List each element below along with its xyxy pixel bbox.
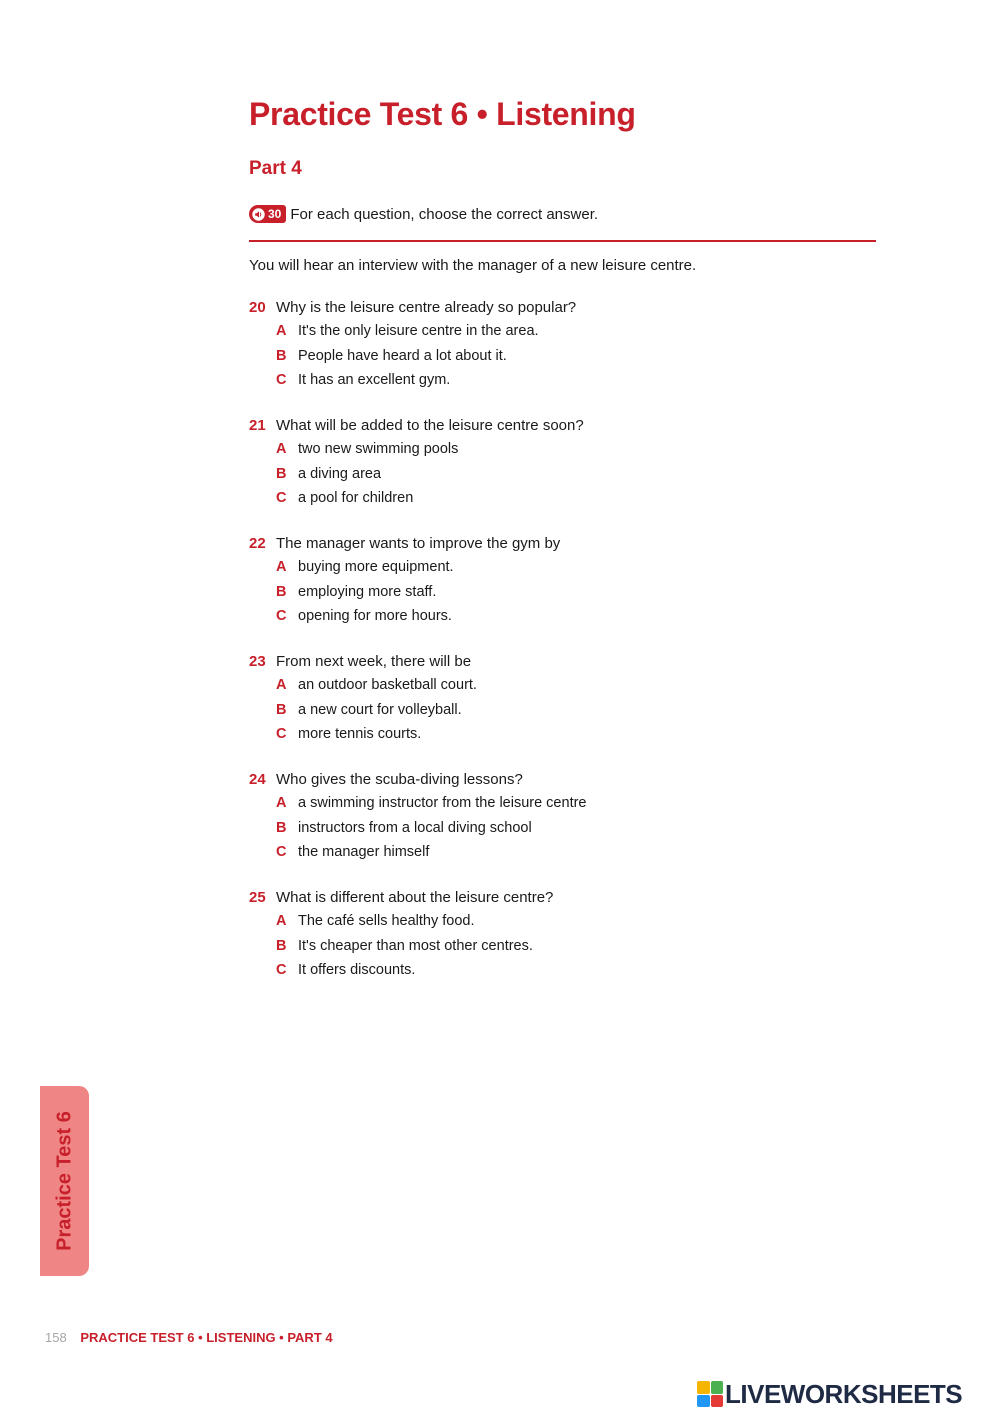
option-b[interactable]	[249, 698, 809, 723]
question-number: 21	[249, 416, 266, 434]
option-letter: C	[276, 726, 287, 743]
option-b[interactable]	[249, 344, 809, 369]
audio-track-badge[interactable]	[249, 205, 286, 223]
question-24	[249, 767, 809, 865]
option-a[interactable]	[249, 555, 809, 580]
option-letter: A	[276, 913, 287, 930]
option-letter: C	[276, 490, 287, 507]
option-a[interactable]	[249, 319, 809, 344]
question-text: From next week, there will be	[276, 652, 472, 670]
option-letter: B	[276, 465, 287, 482]
side-tab	[40, 1086, 89, 1276]
instruction-line	[249, 203, 598, 225]
option-text: It has an excellent gym.	[298, 372, 451, 389]
option-c[interactable]	[249, 722, 809, 747]
watermark-text: LIVEWORKSHEETS	[725, 1378, 963, 1409]
question-25	[249, 885, 809, 983]
option-a[interactable]	[249, 437, 809, 462]
question-text: The manager wants to improve the gym by	[276, 534, 561, 552]
option-letter: C	[276, 962, 287, 979]
liveworksheets-watermark[interactable]	[697, 1378, 962, 1410]
question-number: 22	[249, 534, 266, 552]
option-text: opening for more hours.	[298, 608, 452, 625]
option-text: two new swimming pools	[298, 441, 459, 458]
question-number: 23	[249, 652, 266, 670]
option-text: The café sells healthy food.	[298, 913, 475, 930]
page-footer	[45, 1330, 333, 1345]
option-text: It offers discounts.	[298, 962, 416, 979]
option-c[interactable]	[249, 486, 809, 511]
question-number: 20	[249, 298, 266, 316]
question-20	[249, 295, 809, 393]
divider-rule	[249, 240, 876, 242]
liveworksheets-logo-icon	[697, 1381, 723, 1407]
option-text: It's cheaper than most other centres.	[298, 937, 533, 954]
option-text: a diving area	[298, 465, 382, 482]
option-text: more tennis courts.	[298, 726, 422, 743]
option-letter: A	[276, 441, 287, 458]
option-letter: B	[276, 701, 287, 718]
question-text: What will be added to the leisure centre soon?	[276, 416, 584, 434]
question-text: Why is the leisure centre already so popular?	[276, 298, 577, 316]
option-text: It's the only leisure centre in the area.	[298, 323, 539, 340]
question-21	[249, 413, 809, 511]
option-b[interactable]	[249, 934, 809, 959]
option-text: a swimming instructor from the leisure centre	[298, 795, 587, 812]
option-b[interactable]	[249, 580, 809, 605]
speaker-icon	[252, 208, 265, 221]
option-letter: B	[276, 583, 287, 600]
option-b[interactable]	[249, 816, 809, 841]
track-number: 30	[268, 207, 282, 221]
option-text: buying more equipment.	[298, 559, 454, 576]
question-23	[249, 649, 809, 747]
option-a[interactable]	[249, 909, 809, 934]
option-letter: A	[276, 795, 287, 812]
option-b[interactable]	[249, 462, 809, 487]
option-letter: A	[276, 677, 287, 694]
option-letter: A	[276, 559, 287, 576]
footer-text: PRACTICE TEST 6 • LISTENING • PART 4	[80, 1330, 333, 1345]
option-text: the manager himself	[298, 844, 430, 861]
part-heading: Part 4	[249, 158, 302, 179]
option-letter: C	[276, 608, 287, 625]
instruction-text: For each question, choose the correct answer.	[290, 205, 599, 223]
option-letter: C	[276, 372, 287, 389]
option-text: instructors from a local diving school	[298, 819, 532, 836]
option-letter: A	[276, 323, 287, 340]
question-text: Who gives the scuba-diving lessons?	[276, 770, 523, 788]
option-text: employing more staff.	[298, 583, 437, 600]
question-number: 25	[249, 888, 266, 906]
option-letter: B	[276, 819, 287, 836]
question-number: 24	[249, 770, 266, 788]
option-letter: B	[276, 937, 287, 954]
option-text: People have heard a lot about it.	[298, 347, 507, 364]
page-number: 158	[45, 1330, 67, 1345]
question-22	[249, 531, 809, 629]
page-title: Practice Test 6 • Listening	[249, 96, 636, 132]
option-c[interactable]	[249, 368, 809, 393]
option-letter: C	[276, 844, 287, 861]
option-letter: B	[276, 347, 287, 364]
option-c[interactable]	[249, 840, 809, 865]
side-tab-label: Practice Test 6	[53, 1111, 75, 1251]
option-text: an outdoor basketball court.	[298, 677, 477, 694]
option-text: a new court for volleyball.	[298, 701, 462, 718]
option-a[interactable]	[249, 791, 809, 816]
question-text: What is different about the leisure centre?	[276, 888, 554, 906]
option-c[interactable]	[249, 958, 809, 983]
option-a[interactable]	[249, 673, 809, 698]
option-text: a pool for children	[298, 490, 414, 507]
option-c[interactable]	[249, 604, 809, 629]
intro-text: You will hear an interview with the manager of a new leisure centre.	[249, 257, 697, 274]
